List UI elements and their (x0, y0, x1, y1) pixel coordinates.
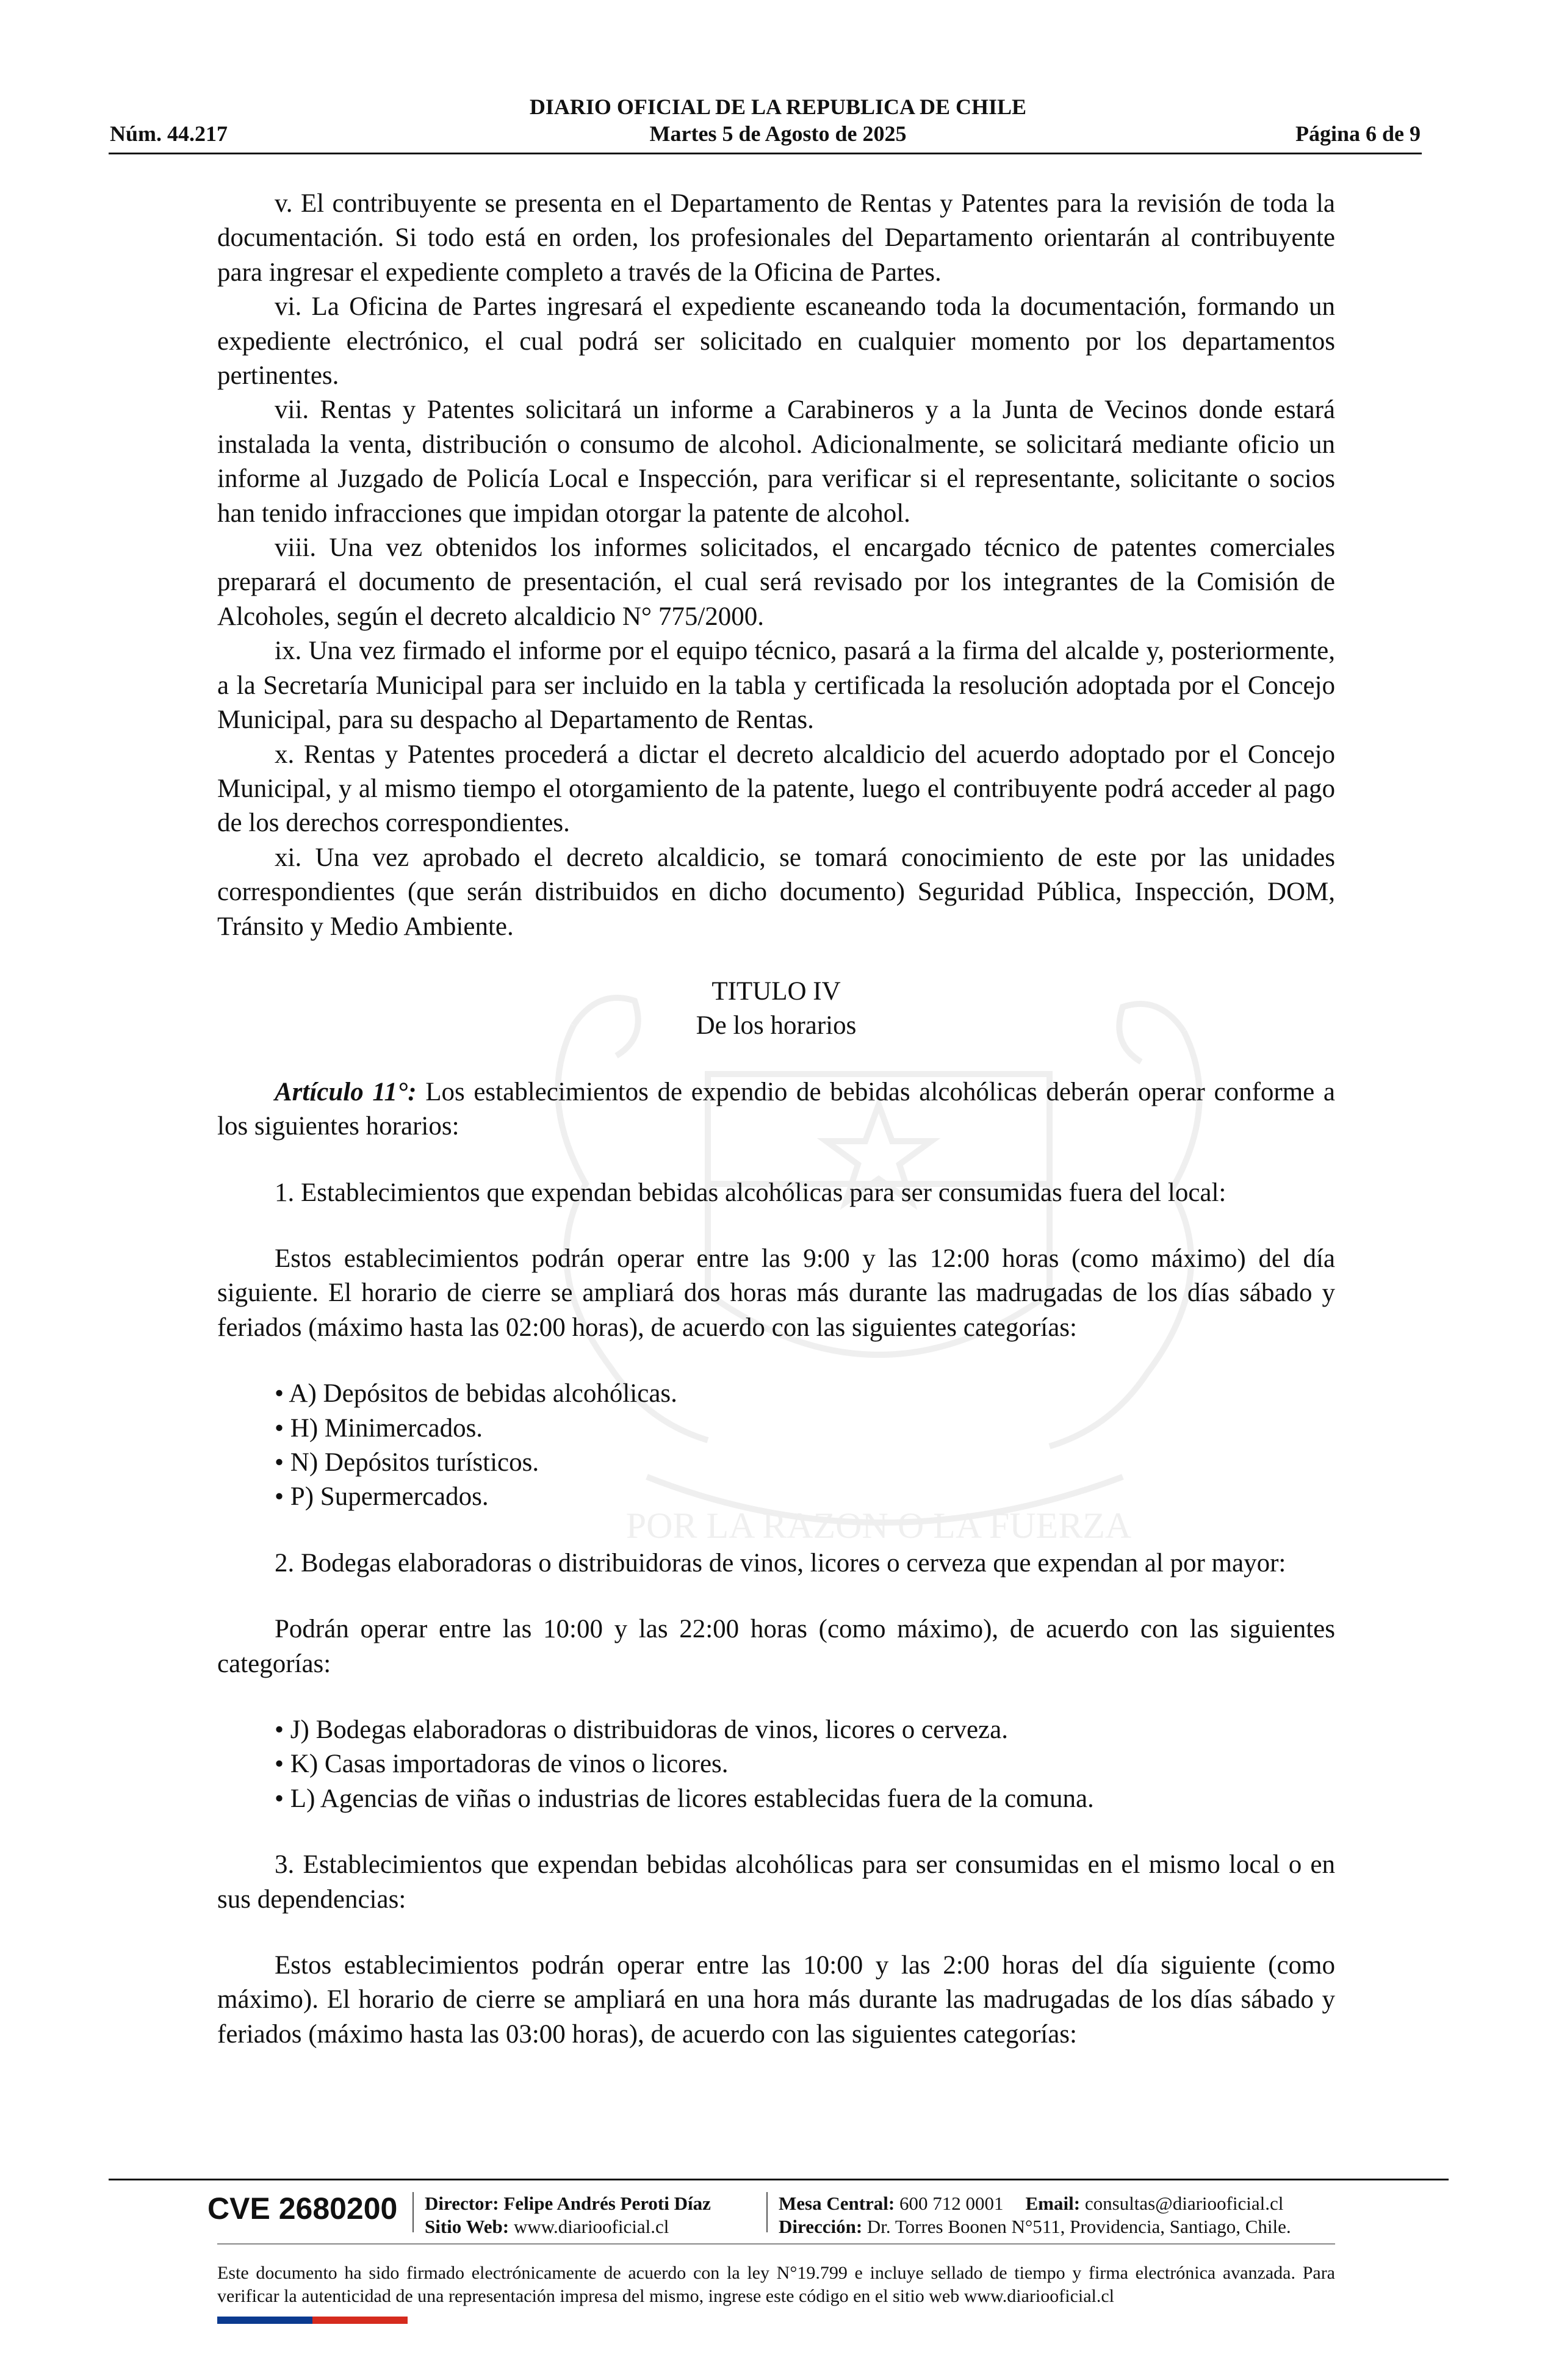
footer-inner-divider (217, 2243, 1335, 2245)
director-info (425, 2192, 711, 2238)
procedure-step: vii. Rentas y Patentes solicitará un informe a Carabineros y a la Junta de Vecinos donde estará instalada la venta, distribución o consumo de alcohol. Adicionalmente, se solicitará mediante oficio un informe al Juzgado de Policía Local e Inspección, para verificar si el representante, solicitante o socios han tenido infracciones que impidan otorgar la patente de alcohol. (217, 395, 1335, 528)
newspaper-title: DIARIO OFICIAL DE LA REPUBLICA DE CHILE (529, 95, 1027, 119)
header-divider (109, 153, 1422, 154)
article-label: Artículo 11°: (275, 1077, 417, 1106)
document-body (217, 187, 1335, 2052)
section-2-heading: 2. Bodegas elaboradoras o distribuidoras de vinos, licores o cerveza que expendan al por mayor: (275, 1548, 1286, 1578)
flag-stripe-blue (217, 2317, 312, 2324)
list-item: • A) Depósitos de bebidas alcohólicas. (275, 1379, 677, 1408)
list-item: • N) Depósitos turísticos. (275, 1448, 539, 1477)
list-item: • J) Bodegas elaboradoras o distribuidoras de vinos, licores o cerveza. (275, 1715, 1008, 1745)
list-item: • L) Agencias de viñas o industrias de licores establecidas fuera de la comuna. (275, 1784, 1094, 1813)
section-2-text: Podrán operar entre las 10:00 y las 22:00 horas (como máximo), de acuerdo con las siguientes categorías: (217, 1615, 1335, 1678)
procedure-step: xi. Una vez aprobado el decreto alcaldicio, se tomará conocimiento de este por las unidades correspondientes (que serán distribuidos en dicho documento) Seguridad Pública, Inspección, DOM, Tránsito y Medio Ambiente. (217, 843, 1335, 941)
issue-date: Martes 5 de Agosto de 2025 (649, 121, 907, 146)
procedure-step: x. Rentas y Patentes procederá a dictar el decreto alcaldicio del acuerdo adoptado por el Concejo Municipal, y al mismo tiempo el otorgamiento de la patente, luego el contribuyente podrá acceder al pago de los derechos correspondientes. (217, 740, 1335, 838)
section-3-text: Estos establecimientos podrán operar entre las 10:00 y las 2:00 horas del día siguiente (como máximo). El horario de cierre se ampliará en una hora más durante las madrugadas de los días sábado y feriados (máximo hasta las 03:00 horas), de acuerdo con las siguientes categorías: (217, 1951, 1335, 2049)
section-1-text: Estos establecimientos podrán operar entre las 9:00 y las 12:00 horas (como máximo) del día siguiente. El horario de cierre se ampliará dos horas más durante las madrugadas de los días sábado y feriados (máximo hasta las 02:00 horas), de acuerdo con las siguientes categorías: (217, 1244, 1335, 1342)
page-number: Página 6 de 9 (1295, 121, 1421, 146)
article-text: Los establecimientos de expendio de bebidas alcohólicas deberán operar conforme a los siguientes horarios: (217, 1077, 1335, 1141)
procedure-step: ix. Una vez firmado el informe por el equipo técnico, pasará a la firma del alcalde y, posteriormente, a la Secretaría Municipal para ser incluido en la tabla y certificada la resolución adoptada por el Concejo Municipal, para su despacho al Departamento de Rentas. (217, 636, 1335, 735)
procedure-step: v. El contribuyente se presenta en el Departamento de Rentas y Patentes para la revisión de toda la documentación. Si todo está en orden, los profesionales del Departamento orientarán al contribuyente para ingresar el expediente completo a través de la Oficina de Partes. (217, 189, 1335, 287)
address-label: Dirección: (779, 2216, 863, 2237)
director-label: Director: (425, 2193, 499, 2214)
website-link[interactable]: www.diariooficial.cl (509, 2216, 669, 2237)
procedure-step: viii. Una vez obtenidos los informes solicitados, el encargado técnico de patentes comerciales preparará el documento de presentación, el cual será revisado por los integrantes de la Comisión de Alcoholes, según el decreto alcaldicio N° 775/2000. (217, 533, 1335, 631)
list-item: • P) Supermercados. (275, 1482, 489, 1512)
section-1-list (217, 1377, 1335, 1515)
email-link[interactable]: consultas@diariooficial.cl (1080, 2193, 1284, 2214)
footer-divider (109, 2179, 1449, 2180)
website-label: Sitio Web: (425, 2216, 510, 2237)
email-label: Email: (1025, 2193, 1081, 2214)
section-subtitle: De los horarios (696, 1011, 857, 1040)
footer-separator (766, 2192, 768, 2232)
list-item: • K) Casas importadoras de vinos o licores. (275, 1750, 729, 1779)
list-item: • H) Minimercados. (275, 1413, 483, 1443)
phone-value: 600 712 0001 (895, 2193, 1004, 2214)
address-value: Dr. Torres Boonen N°511, Providencia, Santiago, Chile. (862, 2216, 1291, 2237)
signature-notice: Este documento ha sido firmado electrónicamente de acuerdo con la ley N°19.799 e incluye sellado de tiempo y firma electrónica avanzada. Para verificar la autenticidad de una representación impresa del mismo, ingrese este código en el sitio web www.diariooficial.cl (217, 2263, 1335, 2306)
section-2-list (217, 1713, 1335, 1816)
phone-label: Mesa Central: (779, 2193, 895, 2214)
issue-number: Núm. 44.217 (110, 121, 228, 146)
flag-stripe-red (312, 2317, 408, 2324)
footer-separator (412, 2192, 414, 2232)
cve-code: CVE 2680200 (207, 2191, 398, 2226)
article-paragraph (217, 1075, 1335, 1144)
section-3-heading: 3. Establecimientos que expendan bebidas alcohólicas para ser consumidas en el mismo local o en sus dependencias: (217, 1850, 1335, 1914)
director-name: Felipe Andrés Peroti Díaz (499, 2193, 711, 2214)
contact-info (779, 2192, 1291, 2238)
motto-text: POR LA RAZON O LA FUERZA (625, 1506, 1132, 1546)
section-1-heading: 1. Establecimientos que expendan bebidas alcohólicas para ser consumidas fuera del local: (275, 1178, 1226, 1207)
procedure-step: vi. La Oficina de Partes ingresará el expediente escaneando toda la documentación, formando un expediente electrónico, el cual podrá ser solicitado en cualquier momento por los departamentos pertinentes. (217, 292, 1335, 391)
section-title: TITULO IV (711, 976, 841, 1006)
